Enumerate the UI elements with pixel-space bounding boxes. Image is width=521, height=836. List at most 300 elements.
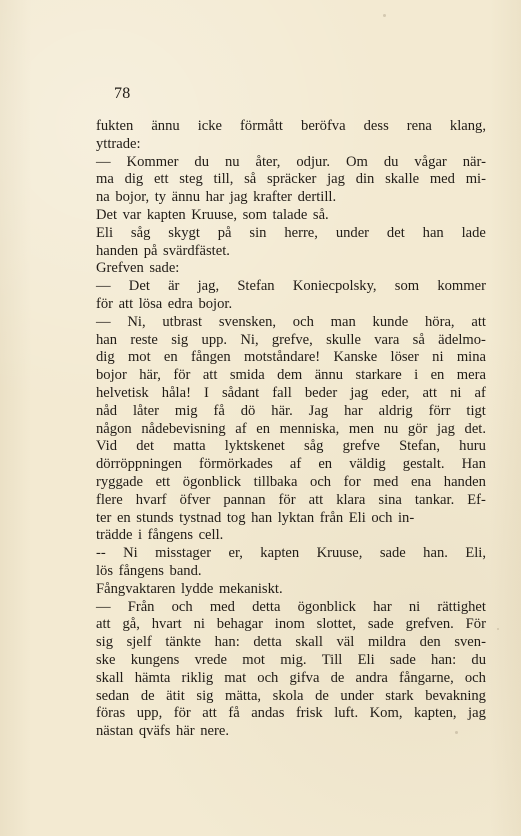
text-line [96, 527, 486, 545]
text-line [96, 421, 486, 439]
word: för [173, 705, 191, 722]
word: nåd [96, 402, 118, 419]
word: tankar. [414, 491, 455, 508]
word: här, [139, 367, 161, 384]
paper-spot-top [383, 14, 386, 17]
text-line [96, 652, 486, 670]
word: upp, [136, 705, 163, 722]
word: ske [96, 651, 116, 668]
word: på [217, 224, 232, 241]
word: mekaniskt. [218, 580, 283, 597]
word: Stefan, [399, 438, 440, 455]
word: skall [96, 669, 124, 686]
word: tigt [466, 402, 486, 419]
word: ty [154, 189, 167, 206]
word: jag [350, 384, 369, 401]
word: en [256, 420, 271, 437]
word: behagar [216, 616, 263, 633]
word: under [335, 224, 370, 241]
word: upp. [201, 331, 228, 348]
word: mätta, [225, 687, 262, 704]
word: yttrade: [96, 135, 141, 152]
word: här. [271, 402, 293, 419]
word: så [244, 171, 257, 188]
word: väldig [349, 456, 386, 473]
text-line [96, 670, 486, 688]
word: kapten [146, 206, 186, 223]
word: bojor, [115, 189, 150, 206]
page-text [96, 118, 486, 741]
word: steg [179, 171, 203, 188]
word: cell. [198, 527, 224, 544]
word: sig [196, 687, 214, 704]
word: att [308, 491, 324, 508]
word: ett [155, 473, 171, 490]
word: Vid [96, 438, 118, 455]
word: dig [96, 349, 115, 366]
word: jag, [197, 278, 220, 295]
word: sade [379, 545, 406, 562]
word: få [228, 705, 240, 722]
word: for [343, 473, 361, 490]
word: fukten [96, 118, 134, 134]
word: öfver [179, 491, 211, 508]
word: ni [450, 384, 462, 401]
word: han [96, 331, 118, 348]
word: när- [462, 153, 486, 170]
text-line [96, 225, 486, 243]
word: har [344, 402, 363, 419]
word: grefve [342, 438, 380, 455]
word: af [474, 384, 486, 401]
page-number: 78 [114, 85, 131, 102]
word: för [173, 367, 191, 384]
word: herre, [284, 224, 318, 241]
word: talade [272, 206, 308, 223]
word: svärdfästet. [163, 242, 230, 259]
text-line [96, 207, 486, 225]
text-line [96, 385, 486, 403]
word: med [429, 171, 455, 188]
word: han [251, 509, 273, 526]
word: Ef- [467, 491, 486, 508]
word: det [386, 224, 405, 241]
word: bevakning [425, 687, 486, 704]
word: med [373, 473, 399, 490]
word: — [96, 313, 111, 330]
word: Han [461, 456, 486, 473]
text-line [96, 189, 486, 207]
word: sedan [96, 687, 130, 704]
word: lös [96, 562, 114, 579]
word: åter, [255, 153, 281, 170]
word: stunds [136, 509, 174, 526]
word: inom [274, 616, 305, 633]
word: så [412, 331, 425, 348]
word: vara [374, 331, 400, 348]
word: fången [190, 349, 231, 366]
word: in- [397, 509, 415, 526]
word: har [205, 189, 225, 206]
word: mot [127, 349, 151, 366]
word: gestalt. [402, 456, 445, 473]
word: vågar [414, 153, 447, 170]
word: jag [327, 171, 345, 188]
text-line [96, 456, 486, 474]
text-line [96, 332, 486, 350]
word: förr [428, 402, 451, 419]
word: jag [229, 189, 248, 206]
word: motståndare! [243, 349, 321, 366]
word: att [202, 367, 218, 384]
word: Ni [123, 545, 138, 562]
word: ett [153, 171, 169, 188]
word: det [136, 438, 155, 455]
word: beder [304, 384, 338, 401]
word: beröfva [301, 118, 346, 134]
word: han. [423, 545, 448, 562]
text-line [96, 545, 486, 563]
word: tog [226, 509, 246, 526]
word: tystnad [179, 509, 222, 526]
word: vrede [194, 651, 228, 668]
word: Eli [357, 651, 375, 668]
word: tänkte [165, 634, 202, 651]
word: man [330, 313, 356, 330]
word: Jag [308, 402, 329, 419]
text-line [96, 314, 486, 332]
word: väl [336, 634, 355, 651]
word: kommer [437, 278, 486, 295]
text-line [96, 243, 486, 261]
word: ätit [166, 687, 185, 704]
word: kungens [130, 651, 180, 668]
word: sin [249, 224, 267, 241]
word: att [422, 384, 438, 401]
word: jag [437, 420, 455, 437]
text-line [96, 349, 486, 367]
text-line [96, 723, 486, 741]
word: att [202, 705, 217, 722]
word: var [122, 206, 142, 223]
word: pannan [223, 491, 266, 508]
word: som [242, 206, 267, 223]
text-line [96, 278, 486, 296]
word: ögonblick [297, 598, 356, 615]
word: föras [96, 705, 126, 722]
text-line [96, 118, 486, 136]
word: krafter [253, 189, 293, 206]
text-line [96, 171, 486, 189]
word: Ni, [240, 331, 259, 348]
word: — [96, 598, 111, 615]
word: som [394, 278, 420, 295]
word: aldrig [378, 402, 413, 419]
word: mig [174, 402, 198, 419]
word: kapten [260, 545, 300, 562]
word: ena [410, 473, 432, 490]
word: den [419, 634, 441, 651]
word: så. [312, 206, 329, 223]
word: och [292, 313, 314, 330]
word: fångens [147, 527, 194, 544]
word: en [318, 456, 333, 473]
word: svensken, [218, 313, 277, 330]
word: dess [363, 118, 389, 134]
word: qväfs [138, 723, 171, 740]
word: fall [272, 384, 292, 401]
text-line [96, 688, 486, 706]
word: nästan [96, 723, 134, 740]
word: lösa [138, 295, 163, 312]
word: en [163, 349, 178, 366]
word: gifva [289, 669, 320, 686]
word: löser [390, 349, 419, 366]
text-line [96, 563, 486, 581]
word: ni [408, 598, 421, 615]
word: han: [431, 651, 457, 668]
word: sjelf [126, 634, 152, 651]
word: de [140, 687, 155, 704]
word: med [209, 598, 235, 615]
word: skygt [168, 224, 200, 241]
word: såg [130, 224, 151, 241]
word: Kruuse, [191, 206, 238, 223]
word: i [138, 527, 143, 544]
word: skulle [326, 331, 361, 348]
text-line [96, 492, 486, 510]
text-line [96, 367, 486, 385]
word: för [96, 295, 114, 312]
word: Kommer [126, 153, 179, 170]
word: och [310, 473, 332, 490]
word: skola [272, 687, 304, 704]
word: Om [345, 153, 368, 170]
word: menniska, [279, 420, 340, 437]
word: edra [167, 295, 193, 312]
word: nere. [200, 723, 229, 740]
word: mig. [280, 651, 307, 668]
word: nu [383, 420, 399, 437]
word: af [289, 456, 302, 473]
word: ter [96, 509, 112, 526]
word: bojor [96, 367, 127, 384]
word: och [171, 598, 193, 615]
word: förmörkades [199, 456, 273, 473]
word: hvart [151, 616, 182, 633]
word: kunde [372, 313, 409, 330]
word: fångens [118, 562, 164, 579]
word: sina [378, 491, 402, 508]
word: att [96, 616, 111, 633]
word: riklig [181, 669, 214, 686]
word: ögonblick [182, 473, 242, 490]
word: helvetisk [96, 384, 149, 401]
word: ännu [151, 118, 180, 134]
word: andas [251, 705, 285, 722]
word: din [355, 171, 375, 188]
word: luft. [334, 705, 359, 722]
word: na [96, 189, 110, 206]
word: ännu [171, 189, 201, 206]
word: starkare [355, 367, 402, 384]
word: och [371, 509, 393, 526]
word: — [96, 153, 111, 170]
word: dig [124, 171, 144, 188]
word: mera [456, 367, 486, 384]
word: klang, [449, 118, 486, 134]
word: smida [229, 367, 265, 384]
word: en [116, 509, 131, 526]
word: af [235, 420, 247, 437]
word: låter [133, 402, 159, 419]
text-line [96, 510, 486, 528]
text-line [96, 474, 486, 492]
word: Eli [348, 509, 366, 526]
word: gå, [122, 616, 140, 633]
word: -- [96, 545, 106, 562]
word: de [330, 669, 345, 686]
word: Från [127, 598, 155, 615]
word: få [213, 402, 225, 419]
text-line [96, 705, 486, 723]
word: sade: [149, 260, 180, 277]
word: höra, [424, 313, 455, 330]
word: nu [224, 153, 240, 170]
word: fångarne, [399, 669, 454, 686]
word: de [315, 687, 329, 704]
word: ryggade [96, 473, 144, 490]
word: ma [96, 171, 114, 188]
text-line [96, 136, 486, 154]
word: är [168, 278, 180, 295]
word: rättighet [437, 598, 486, 615]
word: har [373, 598, 392, 615]
word: såg [303, 438, 324, 455]
word: grefven. [405, 616, 454, 633]
word: huru [459, 438, 486, 455]
word: lydde [180, 580, 214, 597]
text-line [96, 599, 486, 617]
word: håla! [161, 384, 191, 401]
word: Eli [96, 224, 114, 241]
word: er, [228, 545, 243, 562]
word: icke [197, 118, 223, 134]
word: Stefan [237, 278, 275, 295]
word: flere [96, 491, 123, 508]
word: detta [252, 598, 281, 615]
word: mat [224, 669, 247, 686]
word: Eli, [465, 545, 486, 562]
word: under [340, 687, 374, 704]
word: ännu [314, 367, 344, 384]
word: ädelmo- [438, 331, 486, 348]
word: sade [367, 616, 394, 633]
word: Fångvaktaren [96, 580, 176, 597]
word: från [319, 509, 344, 526]
word: hvarf [135, 491, 167, 508]
word: jag [468, 705, 486, 722]
word: rena [406, 118, 432, 134]
word: till, [213, 171, 234, 188]
word: handen [96, 242, 139, 259]
word: en [430, 367, 445, 384]
word: matta [173, 438, 206, 455]
word: bojor. [198, 295, 233, 312]
text-line [96, 154, 486, 172]
word: eder, [381, 384, 410, 401]
word: Det [128, 278, 150, 295]
word: gör [407, 420, 428, 437]
word: dem [277, 367, 303, 384]
word: dörröppningen [96, 456, 182, 473]
word: odjur. [296, 153, 331, 170]
word: det. [464, 420, 486, 437]
word: trädde [96, 527, 133, 544]
text-line [96, 581, 486, 599]
word: dö [240, 402, 256, 419]
word: andra [355, 669, 388, 686]
word: misstager [155, 545, 212, 562]
word: Kom, [369, 705, 403, 722]
word: slottet, [316, 616, 356, 633]
text-line [96, 260, 486, 278]
text-line [96, 438, 486, 456]
word: att [118, 295, 134, 312]
word: Grefven [96, 260, 144, 277]
word: på [143, 242, 158, 259]
word: Koniecpolsky, [292, 278, 377, 295]
word: ni [432, 349, 444, 366]
word: kapten, [413, 705, 457, 722]
word: skall [295, 634, 323, 651]
word: och [257, 669, 279, 686]
word: utbrast [162, 313, 203, 330]
text-line [96, 403, 486, 421]
word: sade [389, 651, 416, 668]
word: För [465, 616, 486, 633]
paper-spot-bottom [455, 731, 458, 734]
word: här [176, 723, 195, 740]
word: i [414, 367, 419, 384]
word: I [204, 384, 209, 401]
text-line [96, 296, 486, 314]
word: sven- [454, 634, 486, 651]
word: mi- [465, 171, 486, 188]
word: Kruuse, [316, 545, 363, 562]
word: någon [96, 420, 132, 437]
word: spräcker [266, 171, 317, 188]
word: grefve, [271, 331, 313, 348]
word: för [278, 491, 296, 508]
word: handen [443, 473, 486, 490]
word: lade [461, 224, 486, 241]
word: klara [336, 491, 366, 508]
word: mildra [367, 634, 407, 651]
word: reste [130, 331, 158, 348]
word: skalle [385, 171, 420, 188]
word: mina [456, 349, 486, 366]
word: han [422, 224, 444, 241]
word: Till [321, 651, 343, 668]
word: Kanske [333, 349, 378, 366]
paper-spot-right [497, 628, 499, 630]
word: band. [169, 562, 202, 579]
word: dertill. [297, 189, 337, 206]
word: förmått [240, 118, 283, 134]
word: ni [193, 616, 205, 633]
word: du [471, 651, 486, 668]
